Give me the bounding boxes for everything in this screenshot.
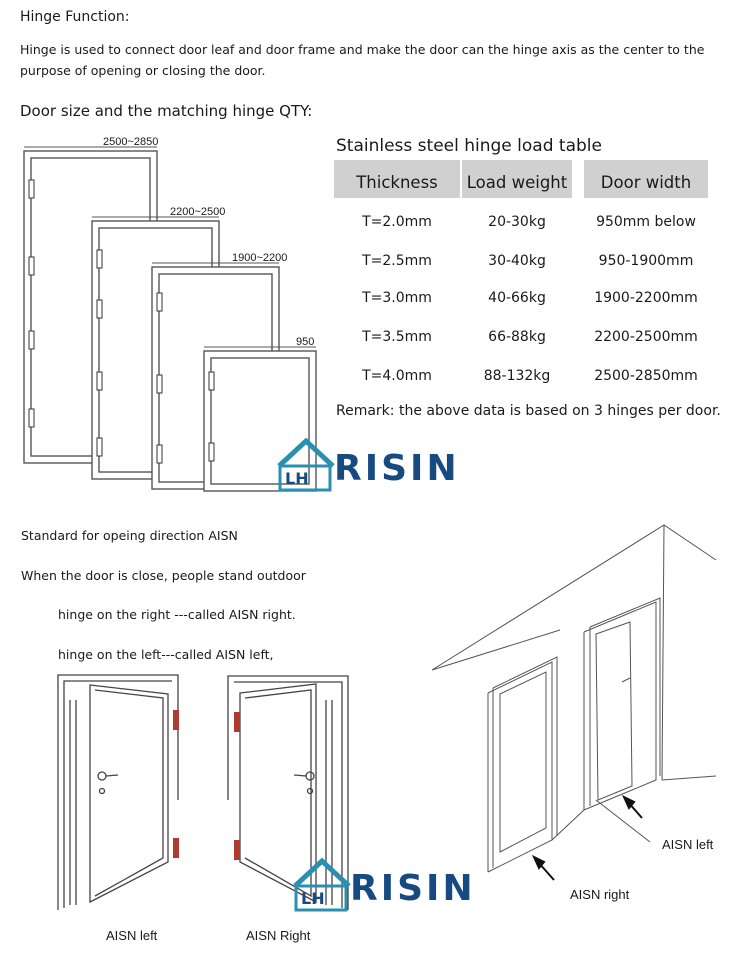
load-table-remark: Remark: the above data is based on 3 hinges per door. (336, 403, 721, 419)
table-cell: 30-40kg (488, 253, 546, 269)
hinge-function-line-1: Hinge is used to connect door leaf and door frame and make the door can the hinge axis as the center to the (20, 42, 705, 57)
door-size-label-2: 2200~2500 (170, 206, 226, 218)
table-cell: T=3.0mm (362, 290, 432, 306)
table-cell: 950mm below (596, 214, 696, 230)
door-size-title: Door size and the matching hinge QTY: (20, 102, 313, 120)
brand-mark: LH (301, 889, 325, 908)
table-cell: T=4.0mm (362, 368, 432, 384)
table-header-thickness: Thickness (334, 160, 460, 198)
table-cell: 2200-2500mm (594, 329, 698, 345)
opening-when-closed: When the door is close, people stand outdoor (21, 568, 306, 583)
room-caption-aisn-right: AISN right (570, 887, 630, 902)
table-cell: 20-30kg (488, 214, 546, 230)
brand-name: RISIN (334, 448, 460, 489)
door-size-label-1: 2500~2850 (103, 136, 159, 148)
hinge-function-line-2: purpose of opening or closing the door. (20, 63, 266, 78)
door-size-label-4: 950 (296, 336, 315, 348)
opening-standard: Standard for opeing direction AISN (21, 528, 238, 543)
table-cell: 950-1900mm (598, 253, 694, 269)
table-cell: 40-66kg (488, 290, 546, 306)
table-cell: T=3.5mm (362, 329, 432, 345)
hinge-function-title: Hinge Function: (20, 9, 130, 25)
caption-aisn-right: AISN Right (246, 928, 311, 943)
table-cell: T=2.5mm (362, 253, 432, 269)
table-cell: 1900-2200mm (594, 290, 698, 306)
caption-aisn-left: AISN left (106, 928, 158, 943)
table-cell: T=2.0mm (362, 214, 432, 230)
door-size-label-3: 1900~2200 (232, 252, 288, 264)
brand-name: RISIN (350, 868, 476, 909)
table-cell: 2500-2850mm (594, 368, 698, 384)
table-cell: 88-132kg (483, 368, 551, 384)
table-header-load-weight: Load weight (462, 160, 572, 198)
table-header-door-width: Door width (584, 160, 708, 198)
opening-right-rule: hinge on the right ---called AISN right. (58, 607, 296, 622)
opening-left-rule: hinge on the left---called AISN left, (58, 647, 274, 662)
load-table-title: Stainless steel hinge load table (336, 136, 602, 156)
brand-logo-bottom (292, 856, 476, 912)
table-cell: 66-88kg (488, 329, 546, 345)
brand-mark: LH (285, 469, 309, 488)
room-caption-aisn-left: AISN left (662, 837, 714, 852)
